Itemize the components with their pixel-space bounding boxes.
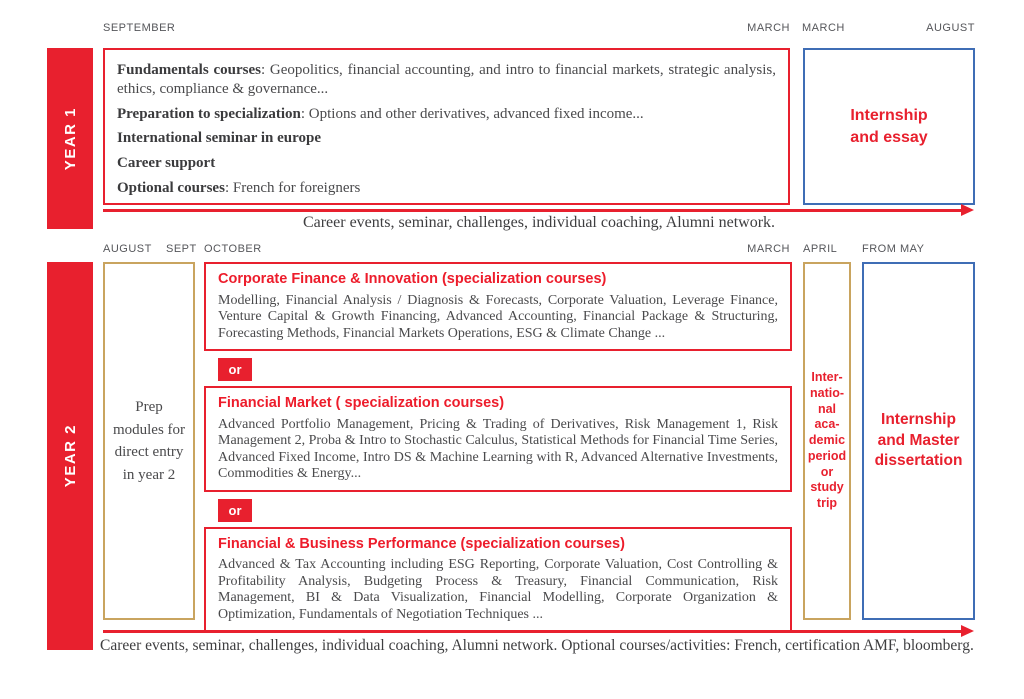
specialization-body: Advanced & Tax Accounting including ESG Reporting, Corporate Valuation, Cost Controlling & Profitability Analysis, Budgeting Process & Treasury, Financial Communication, Risk Management, BI & Data Visualization, Financial Modelling, Corporate Organization & Optimization, Fundamentals of Negotiation Techniques ... <box>218 557 778 622</box>
international-period-line: aca- <box>814 417 840 432</box>
year1-timeline-arrow <box>103 209 961 212</box>
program-item: Optional courses: French for foreigners <box>117 179 361 196</box>
y1-month-august: AUGUST <box>926 22 975 34</box>
year1-banner <box>47 48 93 229</box>
or-badge: or <box>218 358 252 381</box>
specialization-title: Financial & Business Performance (specialization courses) <box>218 535 625 552</box>
prep-modules-box <box>103 262 195 620</box>
year1-banner-label: YEAR 1 <box>61 106 79 171</box>
international-period-line: or <box>820 464 834 479</box>
y2-month-april: APRIL <box>803 243 838 255</box>
international-period-line: period <box>807 448 847 463</box>
specialization-title: Corporate Finance & Innovation (specialization courses) <box>218 271 607 287</box>
y2-month-october: OCTOBER <box>204 243 262 255</box>
specialization-box-corporate-finance <box>204 262 792 351</box>
year2-internship-box <box>862 262 975 620</box>
y1-month-march-end: MARCH <box>747 22 790 34</box>
internship-line: Internship <box>881 410 956 428</box>
specialization-body: Advanced Portfolio Management, Pricing & Trading of Derivatives, Risk Management 1, Risk Management 2, Proba & Intro to Stochastic Calculus, Statistical Methods for Financial Time Series, Advanced Fixed Income, Intro DS & Machine Learning with R, Advanced Alternative Investments, Commodities & Energy... <box>218 416 778 482</box>
program-item: Fundamentals courses: Geopolitics, financial accounting, and intro to financial markets, strategic analysis, ethics, compliance & governance... <box>117 62 776 97</box>
program-item: Career support <box>117 155 216 171</box>
international-period-line: nal <box>817 401 837 416</box>
y1-month-september: SEPTEMBER <box>103 22 176 34</box>
year2-timeline-note: Career events, seminar, challenges, individual coaching, Alumni network. Optional courses/activities: French, certification AMF, bloomberg. <box>100 637 974 654</box>
specialization-box-business-performance <box>204 527 792 633</box>
year2-timeline-arrowhead <box>961 625 974 637</box>
y2-month-march: MARCH <box>747 243 790 255</box>
program-item: Preparation to specialization: Options and other derivatives, advanced fixed income... <box>117 105 644 122</box>
year1-internship-box <box>803 48 975 205</box>
internship-line: Internship <box>850 106 928 124</box>
prep-modules-text: Prep modules for direct entry in year 2 <box>112 399 186 483</box>
year1-timeline-note: Career events, seminar, challenges, individual coaching, Alumni network. <box>302 214 776 231</box>
or-badge: or <box>218 499 252 522</box>
specializations-column <box>204 262 792 632</box>
international-period-box <box>803 262 851 620</box>
international-period-line: trip <box>816 496 838 511</box>
specialization-title: Financial Market ( specialization courses) <box>218 395 505 412</box>
specialization-box-financial-market <box>204 386 792 492</box>
internship-line: dissertation <box>874 452 963 470</box>
year2-banner-label: YEAR 2 <box>61 424 79 488</box>
specialization-body: Modelling, Financial Analysis / Diagnosis & Forecasts, Corporate Valuation, Leverage Finance, Venture Capital & Growth Financing, Advanced Accounting, Financial Package & Structuring, Forecasting Methods, Financial Markets Operations, ESG & Climate Change ... <box>218 292 778 341</box>
y2-month-from-may: FROM MAY <box>862 243 925 255</box>
international-period-line: Inter- <box>811 370 843 385</box>
program-item: International seminar in europe <box>117 130 322 147</box>
internship-line: and essay <box>850 128 928 146</box>
international-period-line: study <box>810 480 844 495</box>
year2-banner <box>47 262 93 650</box>
international-period-line: natio- <box>809 385 845 400</box>
internship-line: and Master <box>877 431 960 449</box>
y2-month-sept: SEPT <box>166 243 197 255</box>
year1-program-box <box>103 48 790 205</box>
international-period-line: demic <box>808 433 846 448</box>
year2-timeline-arrow <box>103 630 961 633</box>
y1-month-march-intern: MARCH <box>802 22 845 34</box>
y2-month-august: AUGUST <box>103 243 152 255</box>
